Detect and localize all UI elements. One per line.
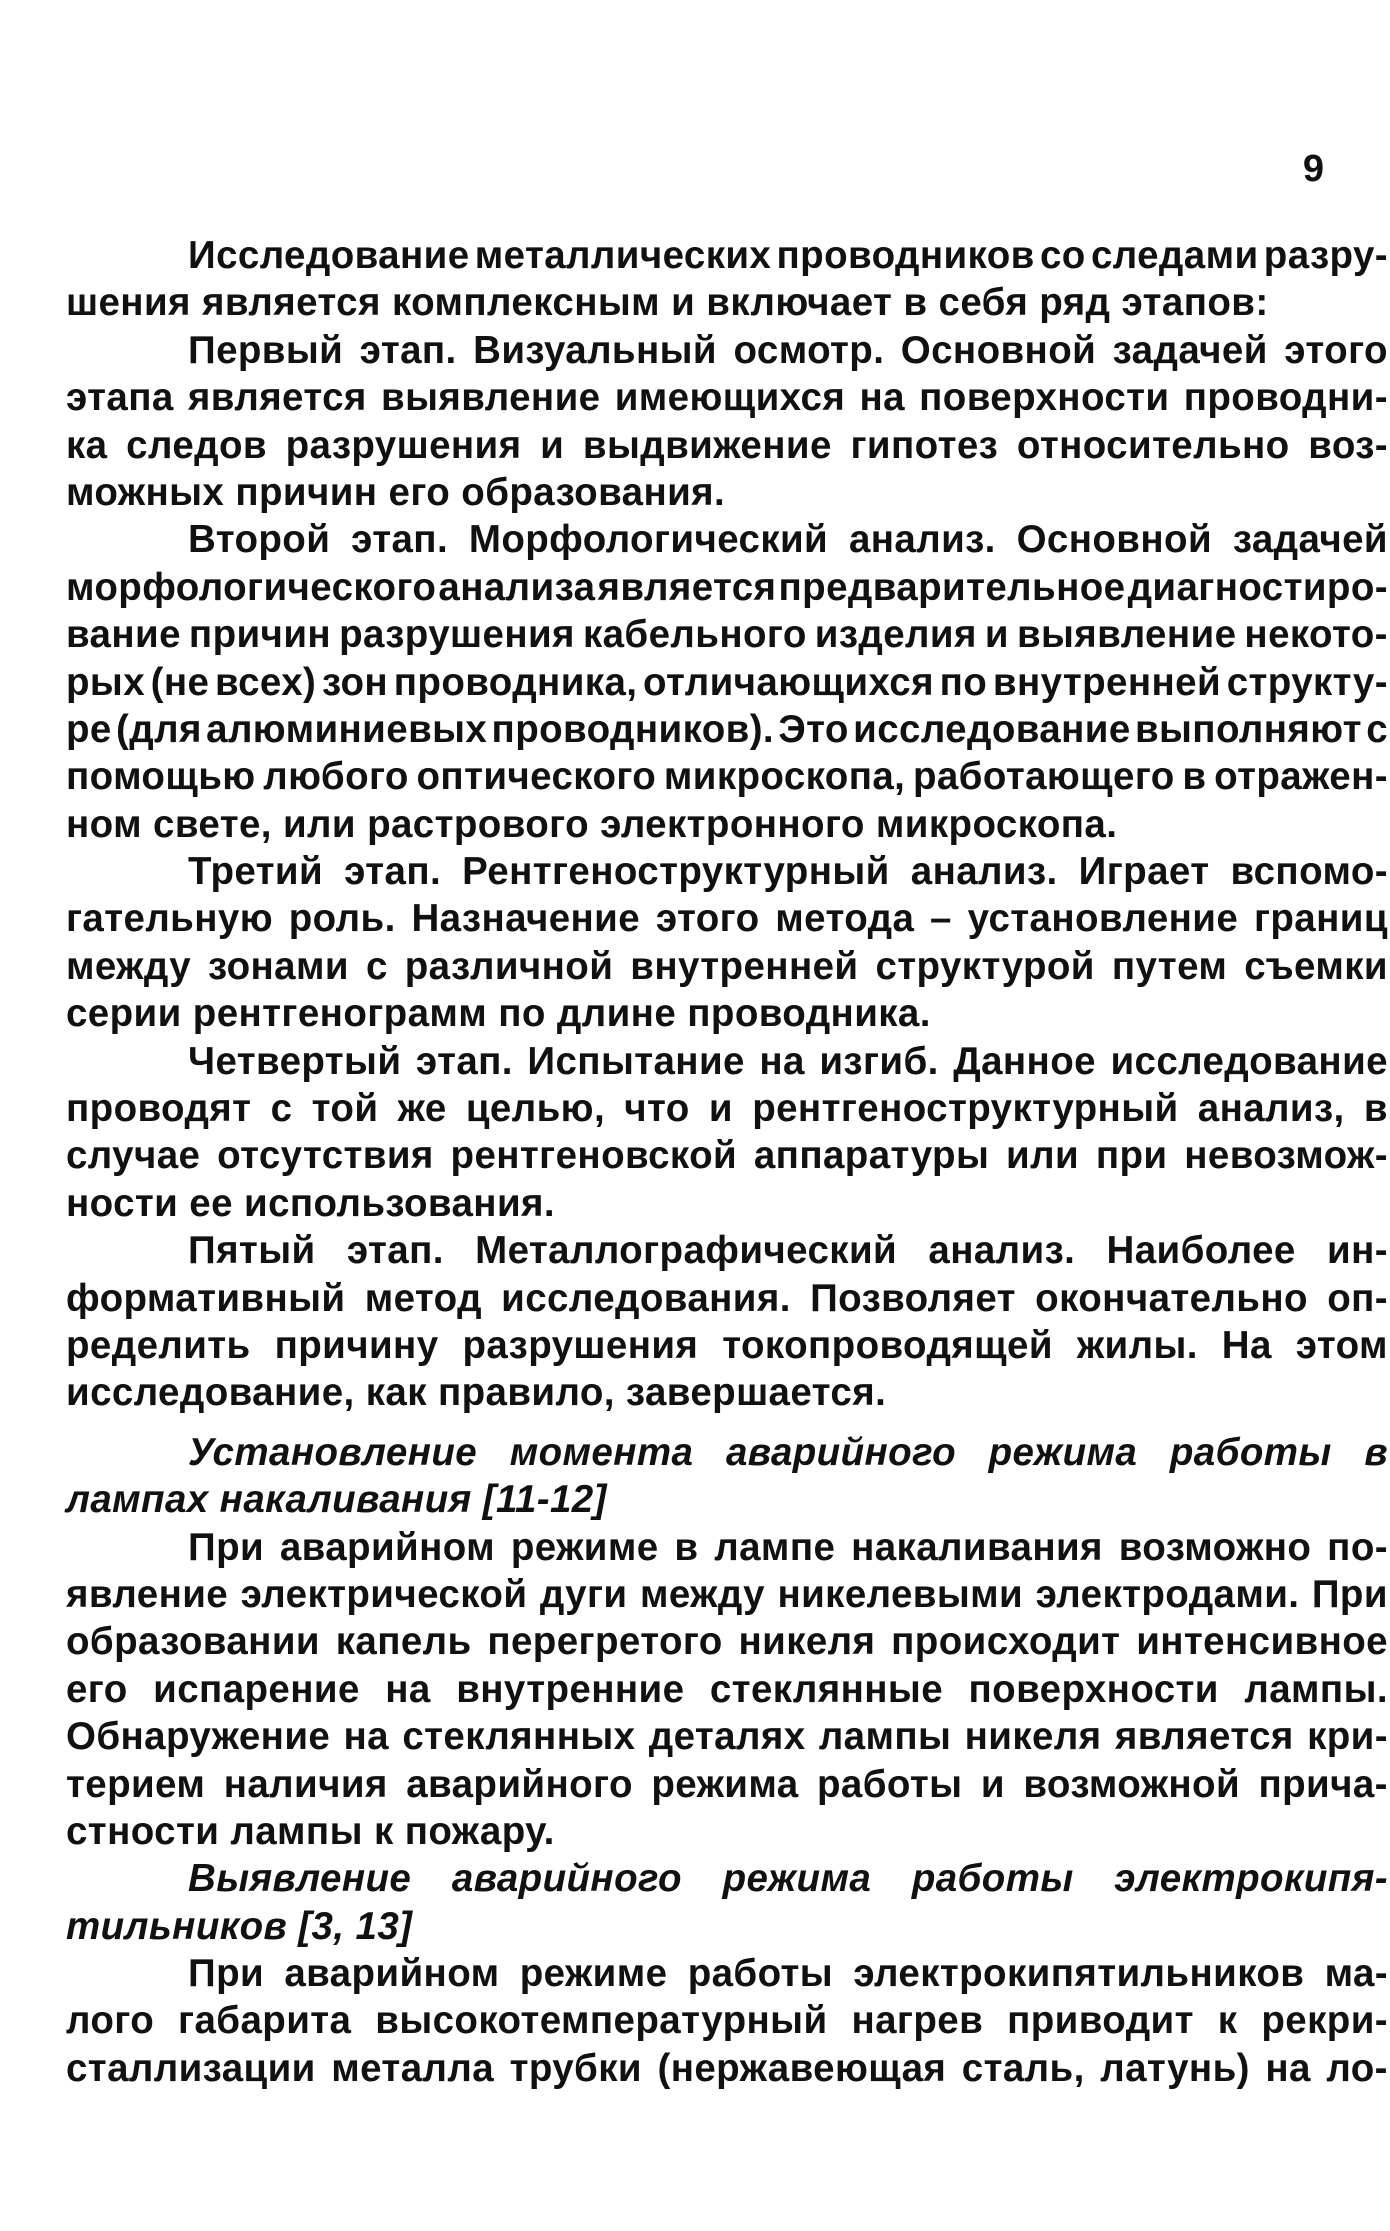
text-line: Первый этап. Визуальный осмотр. Основной задачей этого	[188, 328, 1388, 372]
text-line: ка следов разрушения и выдвижение гипотез относительно воз-	[66, 423, 1388, 467]
text-line: гательную роль. Назначение этого метода – установление границ	[66, 897, 1388, 941]
text-line: помощью любого оптического микроскопа, работающего в отражен-	[66, 755, 1388, 799]
text-line: исследование, как правило, завершается.	[66, 1371, 887, 1415]
text-line: между зонами с различной внутренней структурой путем съемки	[66, 944, 1388, 988]
text-line: формативный метод исследования. Позволяет окончательно оп-	[66, 1276, 1388, 1320]
text-line: морфологического анализа является предварительное диагностиро-	[66, 565, 1388, 609]
text-line: Пятый этап. Металлографический анализ. Наиболее ин-	[188, 1229, 1388, 1273]
text-line: вание причин разрушения кабельного изделия и выявление некото-	[66, 613, 1388, 657]
body-text	[66, 232, 1388, 2092]
section-heading-line: Выявление аварийного режима работы электрокипя-	[188, 1857, 1388, 1901]
section-heading-line: тильников [3, 13]	[66, 1904, 413, 1948]
text-line: можных причин его образования.	[66, 470, 726, 514]
text-line: ределить причину разрушения токопроводящей жилы. На этом	[66, 1323, 1388, 1367]
text-line: рых (не всех) зон проводника, отличающихся по внутренней структу-	[66, 660, 1388, 704]
text-line: Третий этап. Рентгеноструктурный анализ. Играет вспомо-	[188, 850, 1388, 894]
text-line: сталлизации металла трубки (нержавеющая сталь, латунь) на ло-	[66, 2046, 1388, 2090]
text-line: стности лампы к пожару.	[66, 1809, 555, 1853]
text-line: Четвертый этап. Испытание на изгиб. Данное исследование	[188, 1039, 1388, 1083]
section-heading-line: лампах накаливания [11-12]	[66, 1478, 607, 1522]
text-line: При аварийном режиме работы электрокипятильников ма-	[188, 1952, 1388, 1996]
text-line: шения является комплексным и включает в себя ряд этапов:	[66, 281, 1269, 325]
text-line: этапа является выявление имеющихся на поверхности проводни-	[66, 376, 1388, 420]
text-line: лого габарита высокотемпературный нагрев приводит к рекри-	[66, 1999, 1388, 2043]
text-line: проводят с той же целью, что и рентгеноструктурный анализ, в	[66, 1087, 1388, 1131]
text-line: образовании капель перегретого никеля происходит интенсивное	[66, 1620, 1388, 1664]
text-line: Второй этап. Морфологический анализ. Основной задачей	[188, 518, 1388, 562]
text-line: серии рентгенограмм по длине проводника.	[66, 992, 931, 1036]
text-line: случае отсутствия рентгеновской аппаратуры или при невозмож-	[66, 1134, 1388, 1178]
text-line: Обнаружение на стеклянных деталях лампы никеля является кри-	[66, 1715, 1388, 1759]
text-line: ном свете, или растрового электронного микроскопа.	[66, 802, 1118, 846]
text-line: При аварийном режиме в лампе накаливания возможно по-	[188, 1525, 1388, 1569]
text-line: его испарение на внутренние стеклянные поверхности лампы.	[66, 1667, 1388, 1711]
page-number: 9	[1302, 148, 1324, 190]
text-line: Исследование металлических проводников со следами разру-	[188, 234, 1388, 277]
text-line: явление электрической дуги между никелевыми электродами. При	[66, 1572, 1388, 1616]
text-line: ре (для алюминиевых проводников). Это исследование выполняют с	[66, 707, 1388, 751]
section-heading-line: Установление момента аварийного режима работы в	[188, 1430, 1388, 1474]
section-gap	[66, 1417, 1388, 1429]
text-line: ности ее использования.	[66, 1181, 555, 1225]
text-line: терием наличия аварийного режима работы и возможной прича-	[66, 1762, 1388, 1806]
